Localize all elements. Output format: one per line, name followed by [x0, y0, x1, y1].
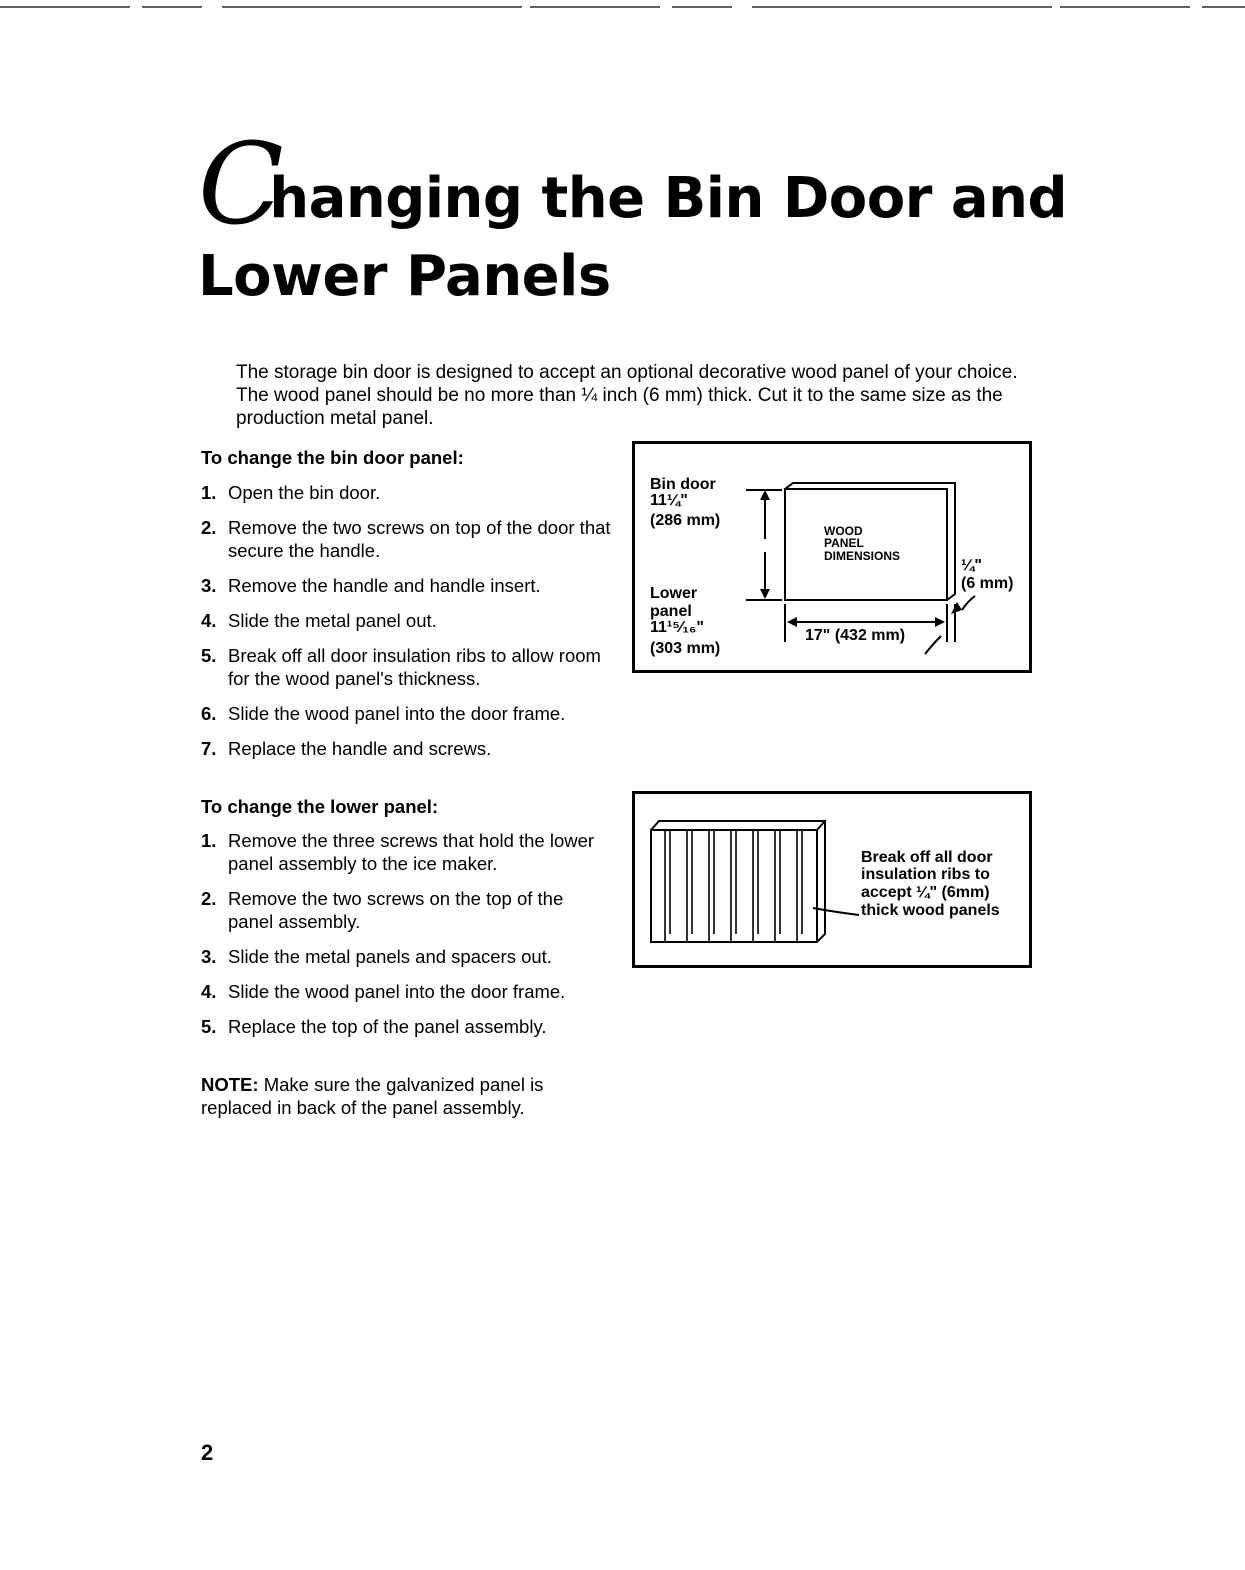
panel-dimensions-drawing — [635, 444, 1029, 670]
bin-door-steps — [201, 481, 611, 772]
page-number: 2 — [201, 1440, 214, 1465]
step-item — [201, 702, 611, 725]
title-line1: hanging the Bin Door and — [269, 166, 1068, 231]
note-label: NOTE: — [201, 1074, 259, 1095]
thickness-size: ¼" — [961, 557, 982, 574]
step-number: 5. — [201, 1016, 217, 1037]
note — [201, 1073, 611, 1119]
note-text: Make sure the galvanized panel is replaced in back of the panel assembly. — [201, 1074, 544, 1118]
step-text: Slide the wood panel into the door frame. — [228, 981, 566, 1002]
top-rule — [0, 6, 1245, 8]
ribs-caption-line2: insulation ribs to — [861, 866, 990, 883]
step-item — [201, 945, 611, 968]
step-text: Slide the wood panel into the door frame. — [228, 703, 566, 724]
step-text: Remove the two screws on the top of the panel assembly. — [228, 888, 564, 932]
step-item — [201, 644, 611, 690]
step-number: 1. — [201, 830, 217, 851]
step-item — [201, 887, 611, 933]
lower-panel-label-2: panel — [650, 603, 692, 620]
step-number: 2. — [201, 888, 217, 909]
step-text: Replace the handle and screws. — [228, 738, 492, 759]
width-pointer — [925, 636, 941, 654]
bin-door-size: 11¼" — [650, 492, 688, 509]
bin-door-heading: To change the bin door panel: — [201, 447, 464, 468]
thickness-mm: (6 mm) — [961, 575, 1014, 592]
step-item — [201, 980, 611, 1003]
title-line2: Lower Panels — [198, 244, 611, 309]
step-number: 5. — [201, 645, 217, 666]
step-number: 6. — [201, 703, 217, 724]
insulation-ribs-drawing — [635, 794, 1029, 965]
panel-label-2: PANEL — [824, 536, 864, 550]
step-text: Slide the metal panel out. — [228, 610, 437, 631]
step-item — [201, 481, 611, 504]
bin-door-label: Bin door — [650, 476, 716, 493]
lower-panel-mm: (303 mm) — [650, 640, 721, 657]
intro-paragraph: The storage bin door is designed to accept an optional decorative wood panel of your choice. The wood panel should be no more than ¼ inch (6 mm) thick. Cut it to the same size as the production metal panel. — [236, 362, 1018, 429]
step-number: 3. — [201, 575, 217, 596]
step-number: 2. — [201, 517, 217, 538]
panel-dimensions-figure — [632, 441, 1032, 673]
step-text: Remove the three screws that hold the lower panel assembly to the ice maker. — [228, 830, 595, 874]
step-text: Replace the top of the panel assembly. — [228, 1016, 547, 1037]
panel-label-3: DIMENSIONS — [824, 549, 901, 563]
lower-panel-heading: To change the lower panel: — [201, 796, 439, 817]
ribs-caption-line1: Break off all door — [861, 849, 993, 866]
step-text: Open the bin door. — [228, 482, 381, 503]
ribs-caption-line3: accept ¼" (6mm) — [861, 884, 990, 901]
lower-panel-steps — [201, 829, 611, 1050]
ribs-caption-line4: thick wood panels — [861, 902, 1000, 919]
insulation-ribs-figure — [632, 791, 1032, 968]
ribs-drawing — [651, 821, 859, 942]
step-text: Slide the metal panels and spacers out. — [228, 946, 552, 967]
step-item — [201, 1015, 611, 1038]
width-label: 17" (432 mm) — [805, 627, 906, 644]
step-text: Break off all door insulation ribs to allow room for the wood panel's thickness. — [228, 645, 601, 689]
step-item — [201, 737, 611, 760]
step-item — [201, 574, 611, 597]
step-item — [201, 609, 611, 632]
step-number: 3. — [201, 946, 217, 967]
bin-door-mm: (286 mm) — [650, 512, 721, 529]
step-text: Remove the handle and handle insert. — [228, 575, 541, 596]
step-text: Remove the two screws on top of the door that secure the handle. — [228, 517, 611, 561]
step-number: 4. — [201, 981, 217, 1002]
page-title — [198, 120, 1098, 316]
step-item — [201, 829, 611, 875]
title-dropcap: C — [198, 120, 284, 250]
lower-panel-label-1: Lower — [650, 585, 698, 602]
step-number: 7. — [201, 738, 217, 759]
step-number: 4. — [201, 610, 217, 631]
panel-label-1: WOOD — [824, 524, 863, 538]
step-item — [201, 516, 611, 562]
step-number: 1. — [201, 482, 217, 503]
lower-panel-size: 11¹⁵⁄₁₆" — [650, 619, 704, 636]
thickness-pointer — [962, 596, 975, 610]
